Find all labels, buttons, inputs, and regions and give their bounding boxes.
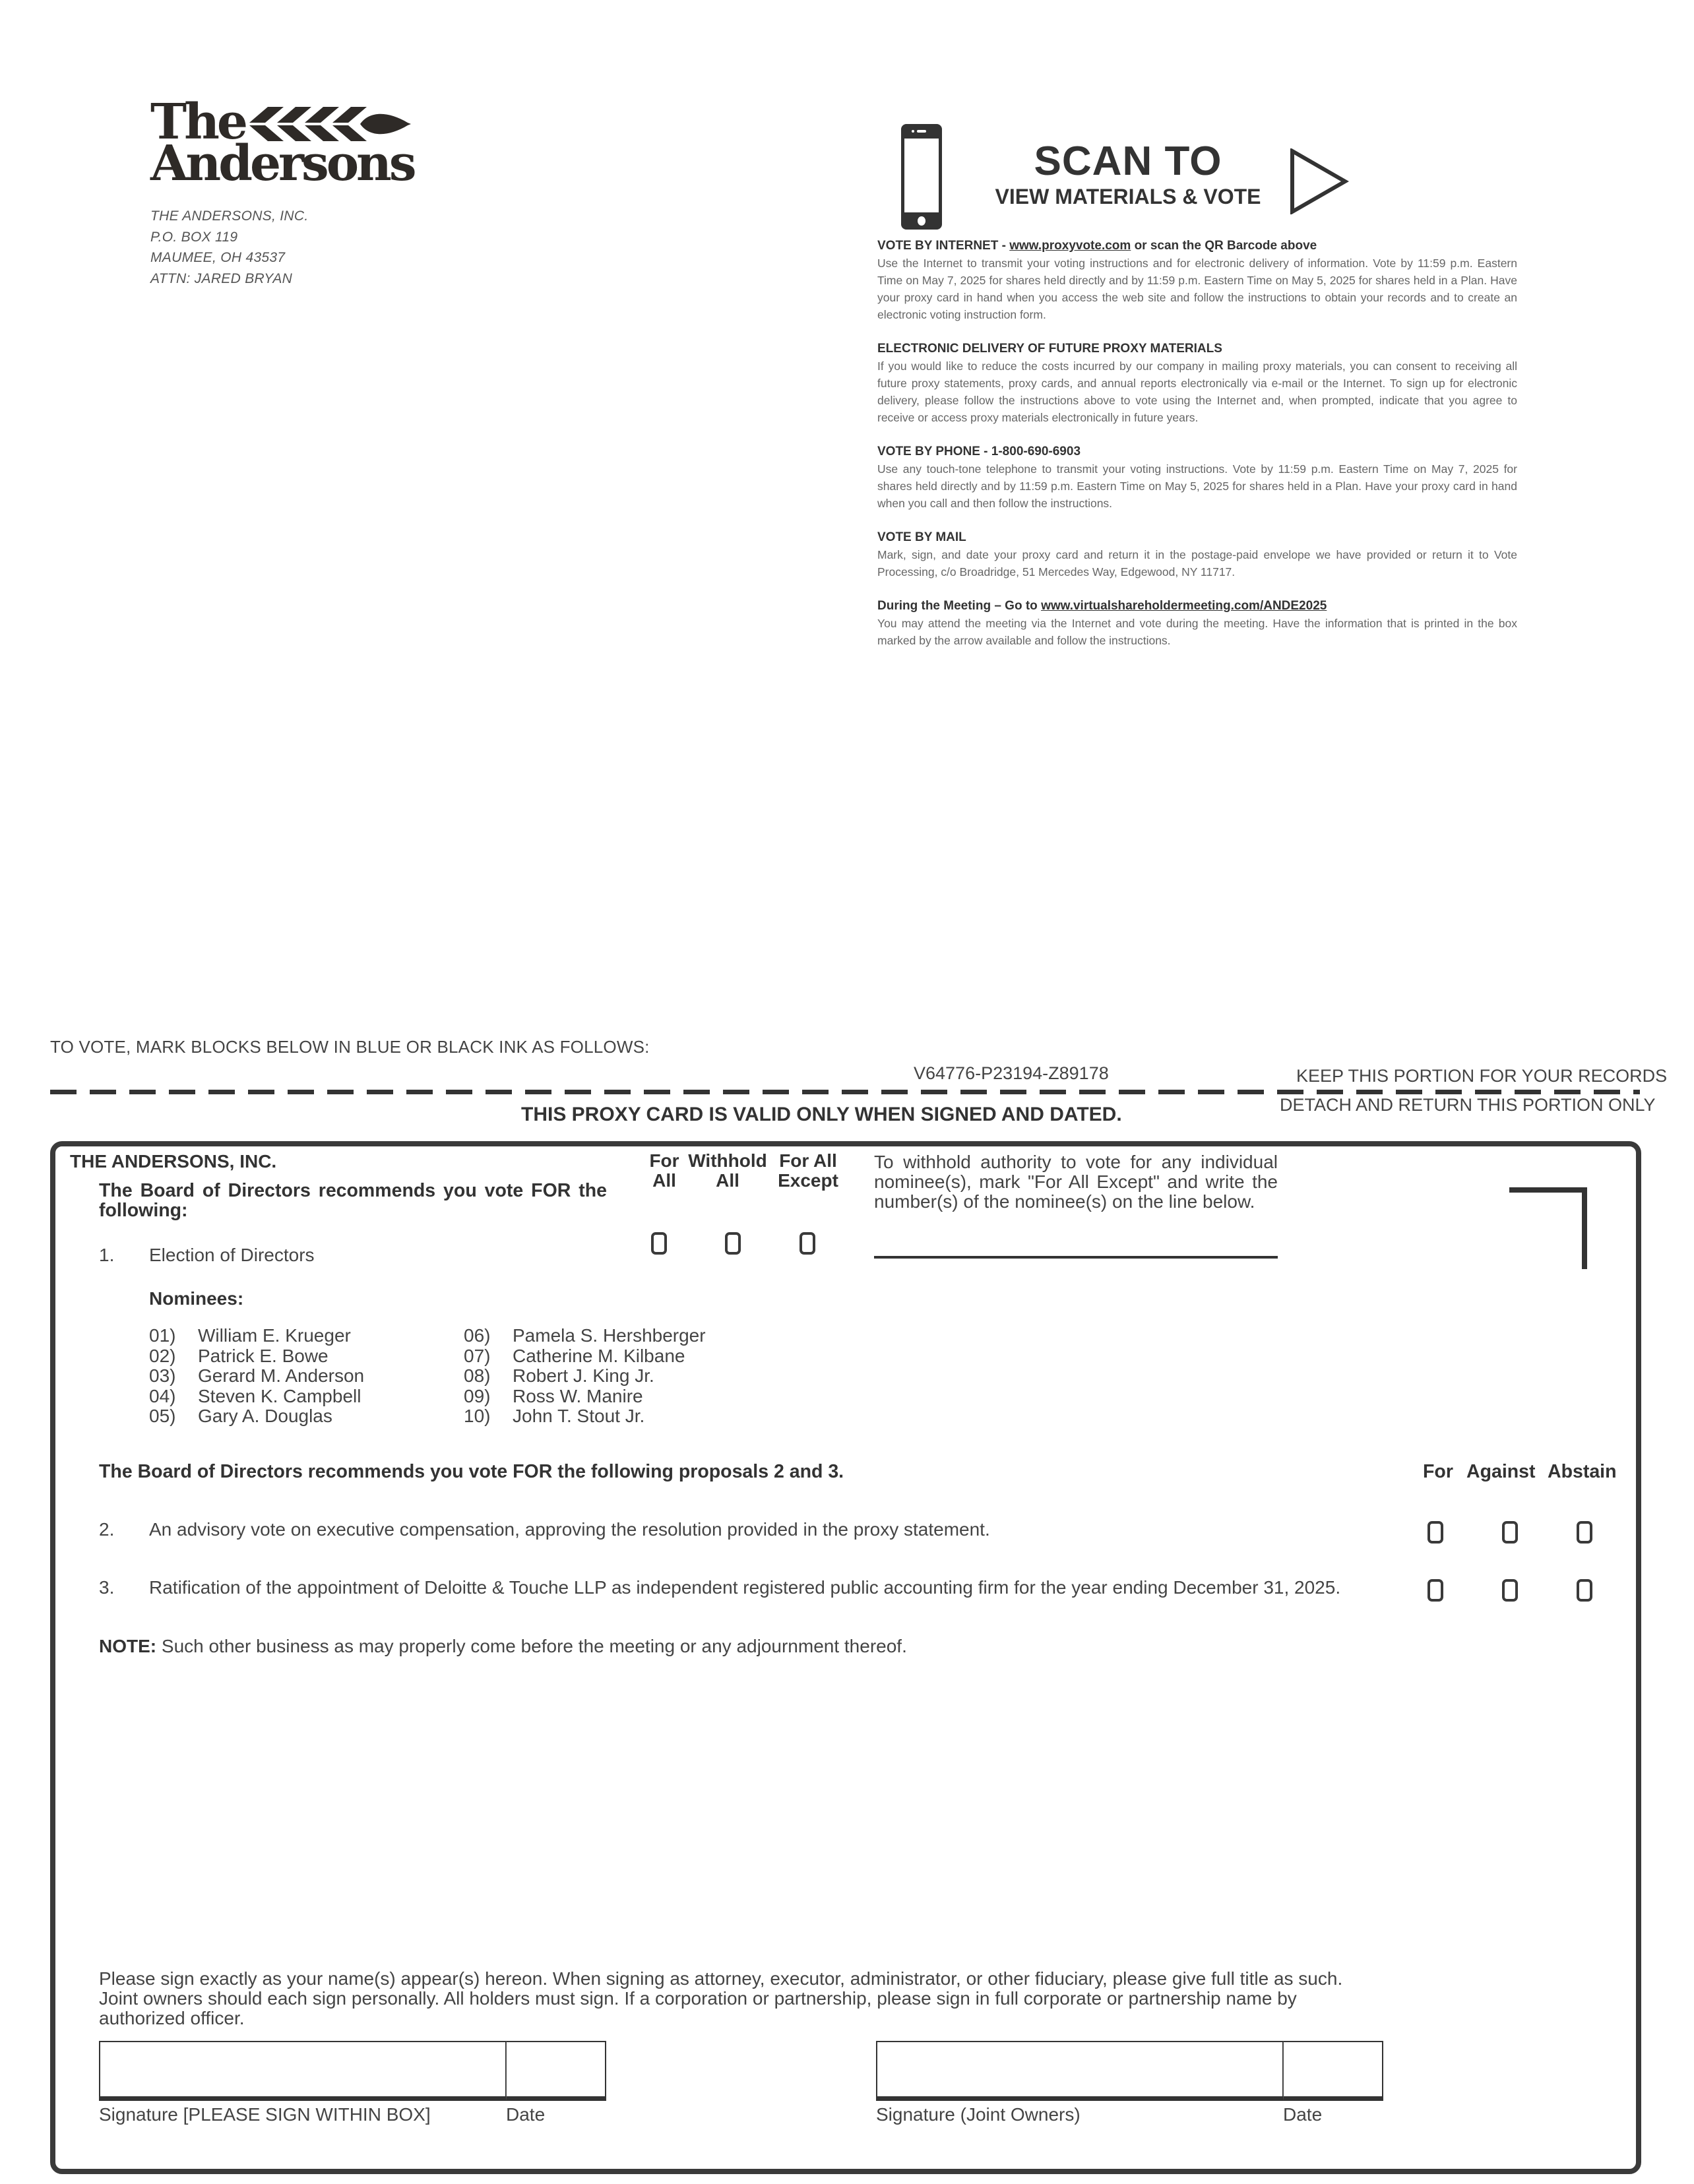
address-line: MAUMEE, OH 43537: [150, 250, 286, 265]
internet-heading-suffix: or scan the QR Barcode above: [1131, 239, 1317, 253]
address-line: P.O. BOX 119: [150, 229, 238, 245]
proposal-3-abstain-checkbox[interactable]: [1577, 1579, 1592, 1602]
proxyvote-link[interactable]: www.proxyvote.com: [1009, 239, 1131, 253]
nominee-row: 07) Catherine M. Kilbane: [464, 1345, 685, 1366]
mark-instructions: TO VOTE, MARK BLOCKS BELOW IN BLUE OR BLACK INK AS FOLLOWS:: [50, 1037, 650, 1057]
valid-notice: THIS PROXY CARD IS VALID ONLY WHEN SIGNED AND DATED.: [521, 1104, 1122, 1125]
control-number: V64776-P23194-Z89178: [914, 1063, 1109, 1083]
proposal-3-text: Ratification of the appointment of Deloitte & Touche LLP as independent registered public accounting firm for the year ending December 31, 2025.: [149, 1577, 1341, 1598]
column-withhold-all: Withhold All: [688, 1150, 767, 1191]
joint-signature-label: Signature (Joint Owners): [876, 2104, 1081, 2125]
scan-title: SCAN TO: [1034, 139, 1222, 184]
for-all-except-checkbox[interactable]: [800, 1232, 815, 1255]
internet-heading: VOTE BY INTERNET -: [877, 239, 1010, 253]
nominee-row: 02) Patrick E. Bowe: [149, 1345, 329, 1366]
joint-signature-date-box[interactable]: [1283, 2041, 1383, 2101]
signature-box[interactable]: [99, 2041, 507, 2101]
vote-by-mail: [877, 529, 1517, 580]
nominee-row: 03) Gerard M. Anderson: [149, 1365, 365, 1386]
board-recommendation-2: The Board of Directors recommends you vote FOR the following proposals 2 and 3.: [99, 1461, 844, 1482]
signature-date-label: Date: [506, 2104, 546, 2125]
meeting-heading: During the Meeting – Go to: [877, 599, 1042, 613]
nominees-column-1: [149, 1326, 364, 1427]
address-line: THE ANDERSONS, INC.: [150, 208, 309, 224]
electronic-body: If you would like to reduce the costs incurred by our company in mailing proxy materials, you can consent to receiving all future proxy statements, proxy cards, and annual reports electronically via e-mail or the Internet. To sign up for electronic delivery, please follow the instructions above to vote using the Internet and, when prompted, indicate that you agree to receive or access proxy materials electronically in future years.: [877, 359, 1517, 424]
internet-body: Use the Internet to transmit your voting instructions and for electronic delivery of information. Vote by 11:59 p.m. Eastern Time on May 7, 2025 for shares held directly and by 11:59 p.m. Eastern Time on May 5, 2025 for shares held in a Plan. Have your proxy card in hand when you access the web site and follow the instructions to obtain your records and to create an electronic voting instruction form.: [877, 257, 1517, 321]
nominee-row: 04) Steven K. Campbell: [149, 1385, 361, 1406]
proposal-2-for-checkbox[interactable]: [1427, 1521, 1443, 1544]
withhold-instructions: To withhold authority to vote for any individual nominee(s), mark "For All Except" and write the number(s) of the nominee(s) on the line below.: [874, 1152, 1278, 1212]
signing-instructions: Please sign exactly as your name(s) appear(s) hereon. When signing as attorney, executor, administrator, or other fiduciary, please give full title as such. Joint owners should each sign personally. All holders must sign. If a corporation or partnership, please sign in full corporate or partnership name by authorized officer.: [99, 1968, 1343, 2028]
electronic-heading: ELECTRONIC DELIVERY OF FUTURE PROXY MATERIALS: [877, 342, 1222, 356]
electronic-delivery: [877, 340, 1517, 426]
except-nominee-line[interactable]: [874, 1256, 1278, 1259]
keep-portion-label: KEEP THIS PORTION FOR YOUR RECORDS: [1296, 1066, 1668, 1086]
nominees-label: Nominees:: [149, 1288, 244, 1309]
item-1-text: Election of Directors: [149, 1245, 315, 1265]
virtual-meeting-link[interactable]: www.virtualshareholdermeeting.com/ANDE2025: [1041, 599, 1327, 613]
phone-heading: VOTE BY PHONE - 1-800-690-6903: [877, 445, 1081, 458]
nominee-row: 09) Ross W. Manire: [464, 1385, 643, 1406]
vote-by-phone: [877, 443, 1517, 512]
column-abstain: Abstain: [1548, 1461, 1617, 1482]
joint-signature-date-label: Date: [1283, 2104, 1323, 2125]
nominee-row: 01) William E. Krueger: [149, 1325, 351, 1346]
voting-instructions: [877, 237, 1517, 666]
item-1-number: 1.: [99, 1245, 115, 1265]
signature-date-box[interactable]: [506, 2041, 606, 2101]
other-business-note: [99, 1636, 907, 1657]
nominee-row: 08) Robert J. King Jr.: [464, 1365, 654, 1386]
detach-return-label: DETACH AND RETURN THIS PORTION ONLY: [1280, 1095, 1656, 1115]
smartphone-icon: [901, 124, 942, 230]
nominees-column-2: [464, 1326, 706, 1427]
column-for-all-except: For All Except: [778, 1150, 838, 1191]
registration-corner-mark: [1509, 1187, 1587, 1269]
signature-label: Signature [PLEASE SIGN WITHIN BOX]: [99, 2104, 431, 2125]
column-for: For: [1423, 1461, 1453, 1482]
proposal-2-text: An advisory vote on executive compensation, approving the resolution provided in the proxy statement.: [149, 1519, 990, 1540]
for-all-checkbox[interactable]: [651, 1232, 667, 1255]
perforation-line: [50, 1090, 1640, 1094]
proposal-3-number: 3.: [99, 1577, 115, 1598]
nominee-row: 05) Gary A. Douglas: [149, 1406, 332, 1426]
mail-heading: VOTE BY MAIL: [877, 530, 966, 544]
column-against: Against: [1466, 1461, 1536, 1482]
logo-text-andersons: Andersons: [150, 135, 414, 192]
logo-text-the: The: [150, 94, 245, 150]
nominee-row: 06) Pamela S. Hershberger: [464, 1325, 706, 1346]
proposal-3-for-checkbox[interactable]: [1427, 1579, 1443, 1602]
mail-body: Mark, sign, and date your proxy card and return it in the postage-paid envelope we have provided or return it to Vote Processing, c/o Broadridge, 51 Mercedes Way, Edgewood, NY 11717.: [877, 548, 1517, 578]
return-address: [150, 206, 308, 289]
joint-signature-box[interactable]: [876, 2041, 1284, 2101]
proposal-2-abstain-checkbox[interactable]: [1577, 1521, 1592, 1544]
during-meeting: [877, 598, 1517, 649]
proposal-2-against-checkbox[interactable]: [1502, 1521, 1518, 1544]
note-text: Such other business as may properly come before the meeting or any adjournment thereof.: [156, 1636, 907, 1656]
scan-subtitle: VIEW MATERIALS & VOTE: [995, 185, 1261, 208]
meeting-body: You may attend the meeting via the Internet and vote during the meeting. Have the information that is printed in the box marked by the arrow available and follow the instructions.: [877, 617, 1517, 647]
address-line: ATTN: JARED BRYAN: [150, 270, 293, 286]
proposal-3-against-checkbox[interactable]: [1502, 1579, 1518, 1602]
proposal-2-number: 2.: [99, 1519, 115, 1540]
board-recommendation-1: The Board of Directors recommends you vote FOR the following:: [99, 1180, 607, 1221]
phone-body: Use any touch-tone telephone to transmit your voting instructions. Vote by 11:59 p.m. Eastern Time on May 7, 2025 for shares held directly and by 11:59 p.m. Eastern Time on May 5, 2025 for shares held in a Plan. Have your proxy card in hand when you call and then follow the instructions.: [877, 462, 1517, 510]
column-for-all: For All: [649, 1150, 679, 1191]
play-triangle-icon: [1290, 148, 1349, 214]
vote-by-internet: [877, 237, 1517, 323]
card-company-name: THE ANDERSONS, INC.: [70, 1151, 277, 1171]
company-logo: [150, 94, 414, 192]
withhold-all-checkbox[interactable]: [725, 1232, 741, 1255]
note-label: NOTE:: [99, 1636, 157, 1656]
nominee-row: 10) John T. Stout Jr.: [464, 1406, 645, 1426]
